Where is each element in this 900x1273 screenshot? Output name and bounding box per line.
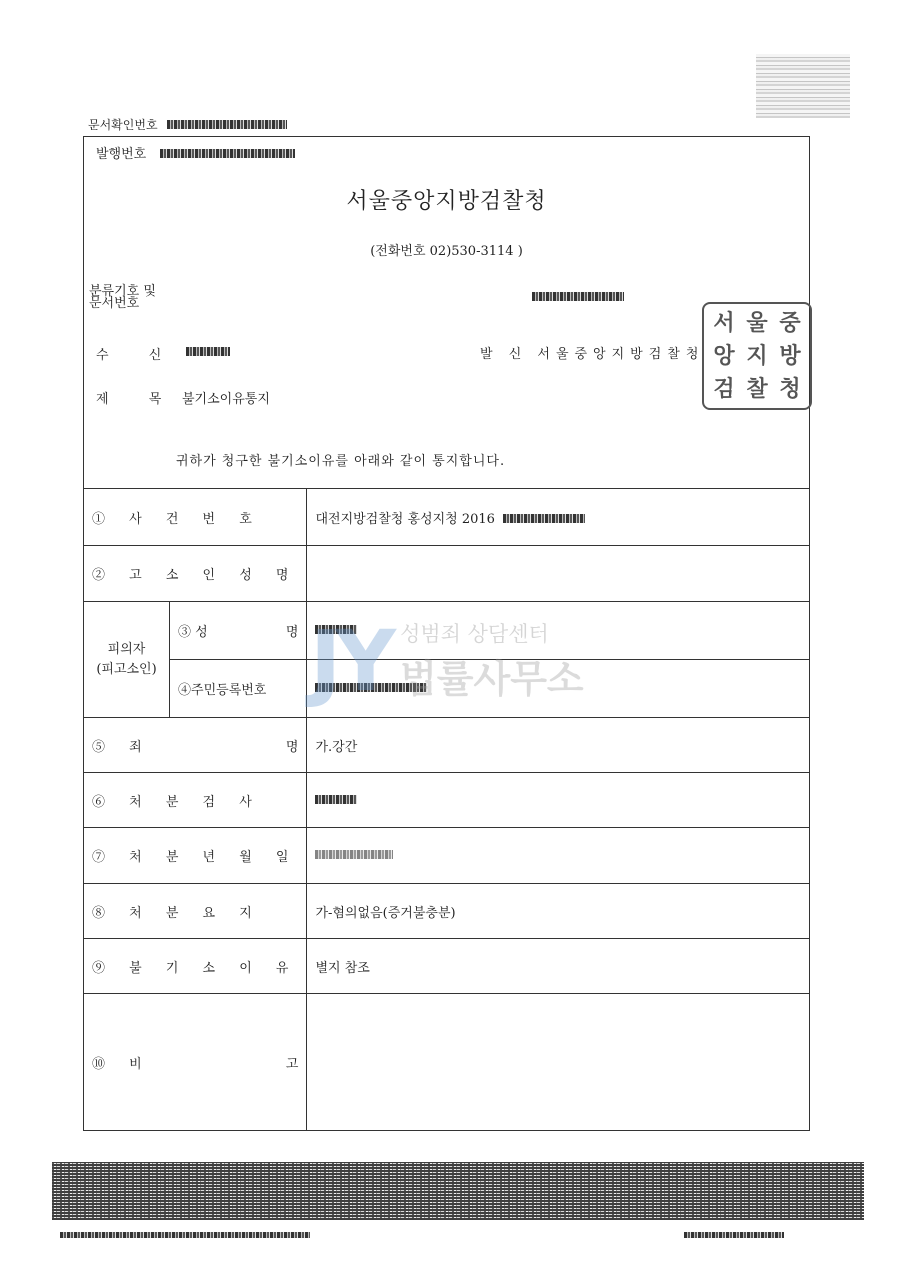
name-label bbox=[170, 602, 307, 660]
disposition-summary-value: 가-혐의없음(증거불충분) bbox=[307, 884, 810, 939]
table-row bbox=[84, 828, 810, 884]
name-label-text: ③ 성 bbox=[178, 625, 208, 640]
redacted-value bbox=[503, 514, 585, 523]
table-row bbox=[84, 884, 810, 939]
name-label-end: 명 bbox=[285, 625, 299, 640]
sender: 발 신 서울중앙지방검찰청 bbox=[480, 347, 705, 362]
seal-char: 서 bbox=[713, 310, 735, 337]
redacted-value bbox=[315, 850, 393, 859]
crime-label bbox=[84, 718, 307, 773]
doc-check-label: 문서확인번호 bbox=[88, 118, 158, 132]
rrn-label: ④주민등록번호 bbox=[170, 660, 307, 718]
table-row bbox=[84, 939, 810, 994]
org-title: 서울중앙지방검찰청 bbox=[346, 189, 547, 214]
suspect-sub-label: (피고소인) bbox=[96, 661, 157, 677]
non-indictment-reason-value: 별지 참조 bbox=[307, 939, 810, 994]
redacted-recipient bbox=[186, 347, 230, 356]
watermark-line2: 법률사무소 bbox=[400, 657, 584, 701]
subject-label: 제 목 bbox=[96, 392, 180, 407]
stamp-redacted bbox=[756, 54, 850, 118]
table-row bbox=[84, 660, 810, 718]
issue-number bbox=[96, 143, 295, 162]
watermark-line1: 성범죄 상담센터 bbox=[400, 622, 549, 646]
suspect-label-text: 피의자 bbox=[107, 641, 146, 657]
subject-value: 불기소이유통지 bbox=[182, 392, 270, 407]
barcode-strip bbox=[52, 1162, 864, 1220]
case-number-value bbox=[307, 489, 810, 546]
recipient-label: 수 신 bbox=[96, 348, 180, 363]
case-number-label: ① 사 건 번 호 bbox=[84, 489, 307, 546]
seal-char: 중 bbox=[779, 310, 801, 337]
suspect-label bbox=[84, 602, 170, 718]
case-number-text: 대전지방검찰청 홍성지청 2016 bbox=[315, 511, 495, 527]
name-value bbox=[307, 602, 810, 660]
non-indictment-reason-label: ⑨ 불 기 소 이 유 bbox=[84, 939, 307, 994]
redacted-value bbox=[315, 683, 427, 692]
table-row bbox=[84, 773, 810, 828]
table-row bbox=[84, 718, 810, 773]
seal-char: 울 bbox=[746, 310, 768, 337]
disposition-date-value bbox=[307, 828, 810, 884]
redacted-value bbox=[315, 795, 357, 804]
classification-label-line2: 문서번호 bbox=[89, 296, 140, 311]
table-row bbox=[84, 546, 810, 602]
table-row bbox=[84, 602, 810, 660]
prosecutor-label: ⑥ 처 분 검 사 bbox=[84, 773, 307, 828]
remarks-label-text: ⑩ 비 bbox=[92, 1056, 152, 1072]
issue-label: 발행번호 bbox=[96, 147, 147, 162]
seal-char: 방 bbox=[779, 342, 801, 369]
seal-char: 앙 bbox=[713, 342, 735, 369]
complainant-value bbox=[307, 546, 810, 602]
complainant-label: ② 고 소 인 성 명 bbox=[84, 546, 307, 602]
seal-char: 청 bbox=[779, 375, 801, 402]
watermark-logo: JY bbox=[310, 612, 391, 710]
crime-label-text: ⑤ 죄 bbox=[92, 739, 152, 755]
seal-char: 검 bbox=[713, 375, 735, 402]
disposition-summary-label: ⑧ 처 분 요 지 bbox=[84, 884, 307, 939]
rrn-value bbox=[307, 660, 810, 718]
doc-check-number bbox=[88, 116, 287, 133]
disposition-date-label: ⑦ 처 분 년 월 일 bbox=[84, 828, 307, 884]
crime-value: 가.강간 bbox=[307, 718, 810, 773]
seal-char: 찰 bbox=[746, 375, 768, 402]
table-row bbox=[84, 489, 810, 546]
redacted-footer bbox=[684, 1232, 784, 1238]
notice-table bbox=[83, 488, 810, 1131]
official-seal bbox=[702, 302, 812, 410]
redacted-date bbox=[532, 292, 624, 301]
redacted-value bbox=[167, 120, 287, 129]
classification-label bbox=[89, 286, 199, 310]
redacted-value bbox=[160, 149, 295, 158]
notice-text: 귀하가 청구한 불기소이유를 아래와 같이 통지합니다. bbox=[176, 454, 506, 469]
remarks-label-end: 고 bbox=[285, 1056, 299, 1072]
remarks-value bbox=[307, 994, 810, 1131]
redacted-footer bbox=[60, 1232, 310, 1238]
table-row bbox=[84, 994, 810, 1131]
classification-label-line1: 분류기호 및 bbox=[89, 284, 156, 299]
prosecutor-value bbox=[307, 773, 810, 828]
crime-label-end: 명 bbox=[285, 739, 299, 755]
remarks-label bbox=[84, 994, 307, 1131]
seal-char: 지 bbox=[746, 342, 768, 369]
phone-number: (전화번호 02)530-3114 ) bbox=[370, 244, 523, 259]
redacted-value bbox=[315, 625, 357, 634]
